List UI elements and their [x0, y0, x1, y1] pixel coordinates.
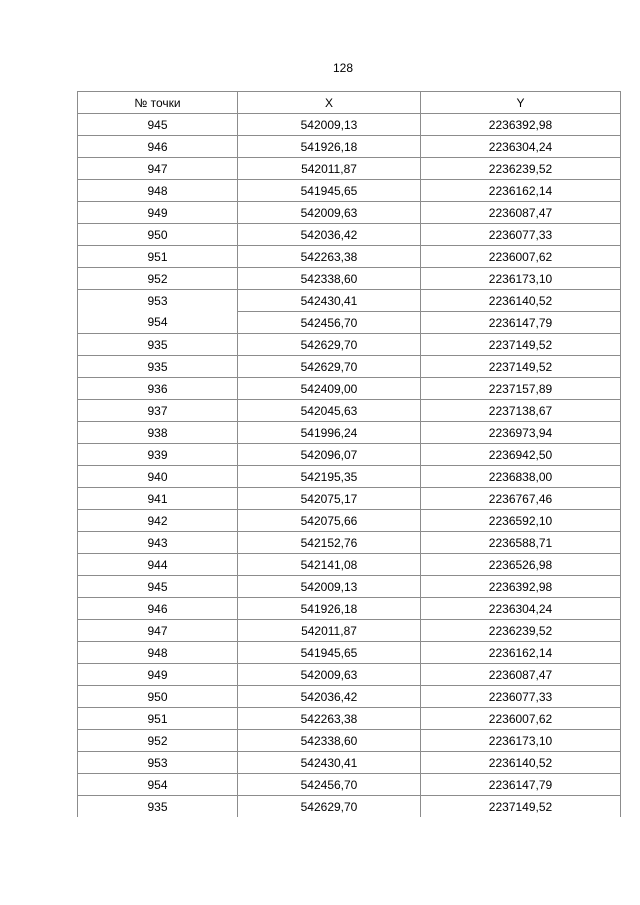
cell-point-number: 935: [78, 356, 238, 378]
page-number: 128: [332, 61, 354, 75]
cell-x: 542456,70: [238, 312, 421, 334]
table-body: [78, 114, 621, 818]
table-row: [78, 510, 621, 532]
table-row: [78, 356, 621, 378]
table-row: [78, 422, 621, 444]
cell-point-number: 938: [78, 422, 238, 444]
table-row: [78, 774, 621, 796]
cell-x: 542045,63: [238, 400, 421, 422]
cell-point-number: 936: [78, 378, 238, 400]
cell-x: 542075,17: [238, 488, 421, 510]
cell-y: 2236239,52: [421, 620, 621, 642]
table-row: [78, 686, 621, 708]
cell-x: 542141,08: [238, 554, 421, 576]
header-y: Y: [421, 92, 621, 114]
cell-point-number: 945: [78, 576, 238, 598]
cell-x: 542036,42: [238, 686, 421, 708]
table-row: [78, 400, 621, 422]
cell-y: 2236077,33: [421, 686, 621, 708]
cell-point-number: 947: [78, 620, 238, 642]
cell-x: 542152,76: [238, 532, 421, 554]
cell-y: 2236526,98: [421, 554, 621, 576]
cell-y: 2237149,52: [421, 356, 621, 378]
cell-point-number: 940: [78, 466, 238, 488]
cell-y: 2236767,46: [421, 488, 621, 510]
cell-point-number: 946: [78, 136, 238, 158]
cell-y: 2237157,89: [421, 378, 621, 400]
cell-point-number: 953: [78, 752, 238, 774]
cell-point-number: 944: [78, 554, 238, 576]
table-row: [78, 730, 621, 752]
cell-y: 2237149,52: [421, 334, 621, 356]
table-row: [78, 554, 621, 576]
cell-point-number: 939: [78, 444, 238, 466]
table-row: [78, 466, 621, 488]
cell-y: 2236592,10: [421, 510, 621, 532]
cell-y: 2236588,71: [421, 532, 621, 554]
cell-y: 2236173,10: [421, 268, 621, 290]
cell-x: 542009,13: [238, 576, 421, 598]
cell-point-number: 941: [78, 488, 238, 510]
header-x: X: [238, 92, 421, 114]
cell-x: 542338,60: [238, 730, 421, 752]
cell-x: 542430,41: [238, 752, 421, 774]
cell-x: 541926,18: [238, 136, 421, 158]
cell-y: 2236087,47: [421, 202, 621, 224]
cell-y: 2236392,98: [421, 114, 621, 136]
cell-point-number: 947: [78, 158, 238, 180]
table-row: [78, 752, 621, 774]
cell-x: 542629,70: [238, 334, 421, 356]
cell-x: 542629,70: [238, 796, 421, 818]
table-row: [78, 312, 621, 334]
cell-y: 2236162,14: [421, 180, 621, 202]
cell-x: 542075,66: [238, 510, 421, 532]
cell-point-number: 954: [78, 312, 238, 334]
table-row: [78, 136, 621, 158]
cell-x: 542456,70: [238, 774, 421, 796]
table-row: [78, 642, 621, 664]
cell-x: 542036,42: [238, 224, 421, 246]
cell-y: 2236304,24: [421, 136, 621, 158]
table-row: [78, 224, 621, 246]
cell-point-number: 950: [78, 686, 238, 708]
cell-point-number: 951: [78, 708, 238, 730]
cell-y: 2236942,50: [421, 444, 621, 466]
cell-point-number: 953: [78, 290, 238, 312]
cell-x: 542011,87: [238, 158, 421, 180]
table-row: [78, 598, 621, 620]
cell-x: 542629,70: [238, 356, 421, 378]
table-row: [78, 114, 621, 136]
cell-x: 542409,00: [238, 378, 421, 400]
table-row: [78, 246, 621, 268]
cell-y: 2237149,52: [421, 796, 621, 818]
cell-y: 2236973,94: [421, 422, 621, 444]
cell-point-number: 946: [78, 598, 238, 620]
cell-x: 542009,63: [238, 202, 421, 224]
cell-x: 542263,38: [238, 708, 421, 730]
cell-y: 2236007,62: [421, 708, 621, 730]
cell-x: 542338,60: [238, 268, 421, 290]
cell-point-number: 948: [78, 642, 238, 664]
table-row: [78, 268, 621, 290]
cell-y: 2236140,52: [421, 752, 621, 774]
cell-x: 542011,87: [238, 620, 421, 642]
cell-point-number: 952: [78, 268, 238, 290]
cell-point-number: 954: [78, 774, 238, 796]
table-row: [78, 378, 621, 400]
cell-point-number: 943: [78, 532, 238, 554]
cell-x: 542263,38: [238, 246, 421, 268]
table-row: [78, 708, 621, 730]
cell-y: 2236838,00: [421, 466, 621, 488]
cell-x: 541996,24: [238, 422, 421, 444]
table-row: [78, 444, 621, 466]
table-row: [78, 664, 621, 686]
cell-y: 2236140,52: [421, 290, 621, 312]
table-row: [78, 290, 621, 312]
cell-point-number: 935: [78, 796, 238, 818]
cell-x: 541945,65: [238, 642, 421, 664]
cell-x: 541945,65: [238, 180, 421, 202]
cell-point-number: 951: [78, 246, 238, 268]
table-row: [78, 532, 621, 554]
cell-y: 2236304,24: [421, 598, 621, 620]
cell-point-number: 952: [78, 730, 238, 752]
cell-y: 2236147,79: [421, 312, 621, 334]
cell-y: 2236007,62: [421, 246, 621, 268]
cell-x: 542009,13: [238, 114, 421, 136]
cell-point-number: 949: [78, 664, 238, 686]
cell-point-number: 937: [78, 400, 238, 422]
cell-y: 2236087,47: [421, 664, 621, 686]
coordinates-table: [77, 91, 621, 817]
cell-x: 542096,07: [238, 444, 421, 466]
cell-y: 2236147,79: [421, 774, 621, 796]
table-row: [78, 576, 621, 598]
cell-x: 541926,18: [238, 598, 421, 620]
cell-point-number: 942: [78, 510, 238, 532]
table-row: [78, 796, 621, 818]
cell-point-number: 935: [78, 334, 238, 356]
header-point-number: № точки: [78, 92, 238, 114]
table-row: [78, 488, 621, 510]
table-row: [78, 180, 621, 202]
cell-point-number: 950: [78, 224, 238, 246]
cell-point-number: 945: [78, 114, 238, 136]
table-row: [78, 202, 621, 224]
cell-y: 2237138,67: [421, 400, 621, 422]
table-row: [78, 334, 621, 356]
cell-x: 542009,63: [238, 664, 421, 686]
cell-y: 2236173,10: [421, 730, 621, 752]
cell-point-number: 949: [78, 202, 238, 224]
cell-y: 2236239,52: [421, 158, 621, 180]
cell-x: 542195,35: [238, 466, 421, 488]
table-header-row: [78, 92, 621, 114]
table-row: [78, 620, 621, 642]
cell-y: 2236077,33: [421, 224, 621, 246]
cell-point-number: 948: [78, 180, 238, 202]
cell-y: 2236392,98: [421, 576, 621, 598]
cell-y: 2236162,14: [421, 642, 621, 664]
cell-x: 542430,41: [238, 290, 421, 312]
table-row: [78, 158, 621, 180]
